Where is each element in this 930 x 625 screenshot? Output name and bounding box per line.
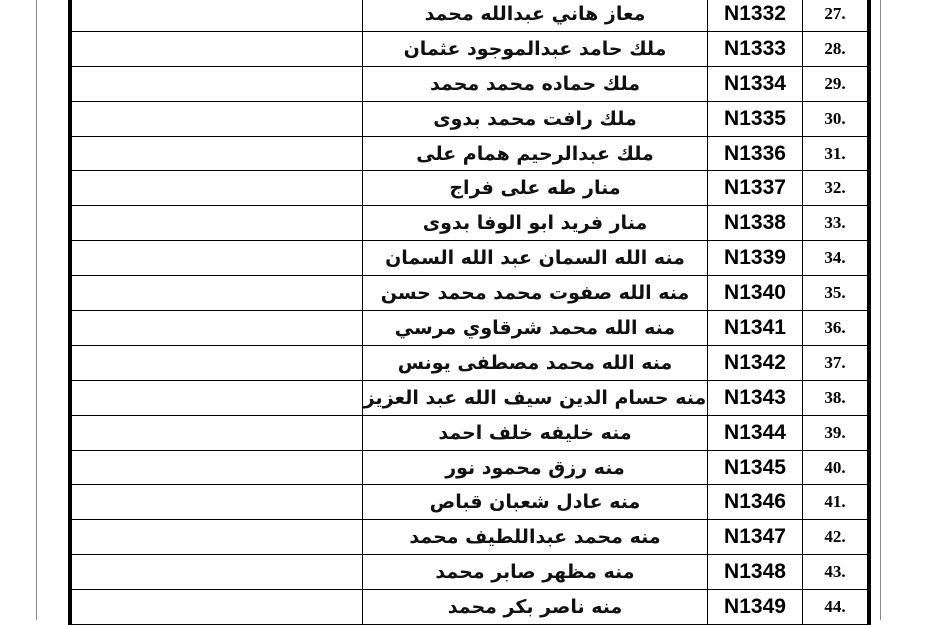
notes-cell (72, 415, 363, 450)
row-number-cell: .42 (803, 520, 868, 555)
student-code-cell: N1339 (708, 241, 803, 276)
student-name-cell: ملك حامد عبدالموجود عثمان (363, 31, 708, 66)
notes-cell (72, 485, 363, 520)
notes-cell (72, 241, 363, 276)
student-code-cell: N1336 (708, 136, 803, 171)
student-code-cell: N1347 (708, 520, 803, 555)
table-row (72, 415, 868, 450)
student-code-cell: N1335 (708, 101, 803, 136)
row-number-cell: .28 (803, 31, 868, 66)
student-code-cell: N1346 (708, 485, 803, 520)
row-number-cell: .27 (803, 0, 868, 31)
student-name-cell: منه مظهر صابر محمد (363, 555, 708, 590)
student-code-cell: N1334 (708, 66, 803, 101)
row-number-cell: .34 (803, 241, 868, 276)
student-code-cell: N1341 (708, 311, 803, 346)
student-table (71, 0, 868, 625)
table-row (72, 555, 868, 590)
notes-cell (72, 101, 363, 136)
row-number-cell: .35 (803, 276, 868, 311)
student-code-cell: N1338 (708, 206, 803, 241)
row-number-cell: .29 (803, 66, 868, 101)
student-name-cell: معاز هاني عبدالله محمد (363, 0, 708, 31)
student-name-cell: منه خليفه خلف احمد (363, 415, 708, 450)
row-number-cell: .44 (803, 590, 868, 625)
row-number-cell: .31 (803, 136, 868, 171)
student-name-cell: منه الله محمد مصطفى يونس (363, 345, 708, 380)
table-row (72, 206, 868, 241)
student-code-cell: N1340 (708, 276, 803, 311)
student-code-cell: N1349 (708, 590, 803, 625)
row-number-cell: .37 (803, 345, 868, 380)
notes-cell (72, 136, 363, 171)
notes-cell (72, 31, 363, 66)
table-row (72, 590, 868, 625)
student-name-cell: منه الله السمان عبد الله السمان (363, 241, 708, 276)
student-code-cell: N1332 (708, 0, 803, 31)
row-number-cell: .30 (803, 101, 868, 136)
student-name-cell: منه الله صفوت محمد محمد حسن (363, 276, 708, 311)
notes-cell (72, 311, 363, 346)
student-name-cell: منه الله محمد شرقاوي مرسي (363, 311, 708, 346)
student-name-cell: منه ناصر بكر محمد (363, 590, 708, 625)
page-edge-left (36, 0, 37, 620)
student-name-cell: منار فريد ابو الوفا بدوى (363, 206, 708, 241)
student-name-cell: منه محمد عبداللطيف محمد (363, 520, 708, 555)
table-row (72, 520, 868, 555)
student-name-cell: ملك عبدالرحيم همام على (363, 136, 708, 171)
table-row (72, 276, 868, 311)
row-number-cell: .38 (803, 380, 868, 415)
notes-cell (72, 276, 363, 311)
notes-cell (72, 590, 363, 625)
table-row (72, 345, 868, 380)
student-name-cell: منه حسام الدين سيف الله عبد العزيز (363, 380, 708, 415)
table-row (72, 101, 868, 136)
student-code-cell: N1337 (708, 171, 803, 206)
notes-cell (72, 555, 363, 590)
student-code-cell: N1344 (708, 415, 803, 450)
row-number-cell: .39 (803, 415, 868, 450)
student-code-cell: N1342 (708, 345, 803, 380)
table-row (72, 380, 868, 415)
student-name-cell: منه رزق محمود نور (363, 450, 708, 485)
student-name-cell: ملك حماده محمد محمد (363, 66, 708, 101)
student-name-cell: منار طه على فراج (363, 171, 708, 206)
student-table-body (72, 0, 868, 625)
table-row (72, 31, 868, 66)
notes-cell (72, 380, 363, 415)
student-code-cell: N1343 (708, 380, 803, 415)
page-edge-right (880, 0, 881, 620)
notes-cell (72, 171, 363, 206)
table-row (72, 171, 868, 206)
row-number-cell: .36 (803, 311, 868, 346)
notes-cell (72, 66, 363, 101)
table-row (72, 241, 868, 276)
student-code-cell: N1348 (708, 555, 803, 590)
student-code-cell: N1345 (708, 450, 803, 485)
table-row (72, 66, 868, 101)
notes-cell (72, 206, 363, 241)
table-row (72, 311, 868, 346)
student-name-cell: ملك رافت محمد بدوى (363, 101, 708, 136)
row-number-cell: .41 (803, 485, 868, 520)
table-row (72, 136, 868, 171)
student-name-cell: منه عادل شعبان قباص (363, 485, 708, 520)
student-code-cell: N1333 (708, 31, 803, 66)
notes-cell (72, 520, 363, 555)
row-number-cell: .33 (803, 206, 868, 241)
notes-cell (72, 450, 363, 485)
row-number-cell: .43 (803, 555, 868, 590)
notes-cell (72, 0, 363, 31)
row-number-cell: .40 (803, 450, 868, 485)
notes-cell (72, 345, 363, 380)
table-row (72, 485, 868, 520)
table-row (72, 0, 868, 31)
row-number-cell: .32 (803, 171, 868, 206)
student-table-container (68, 0, 871, 625)
table-row (72, 450, 868, 485)
